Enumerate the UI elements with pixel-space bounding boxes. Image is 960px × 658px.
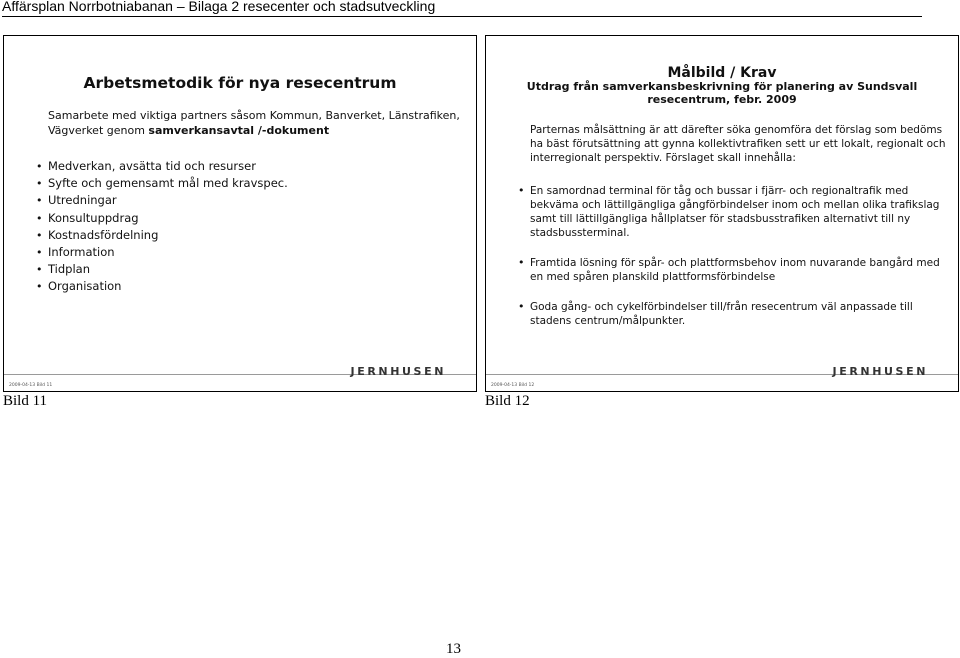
list-item: • Information	[36, 244, 115, 259]
slide-caption-11: Bild 11	[3, 393, 48, 409]
list-item: • Medverkan, avsätta tid och resurser	[36, 159, 256, 173]
bullet-icon: •	[36, 211, 43, 225]
slide-11	[3, 35, 477, 392]
document-header: Affärsplan Norrbotniabanan – Bilaga 2 resecenter och stadsutveckling	[2, 0, 922, 17]
bullet-icon: •	[36, 194, 43, 208]
slide-footer	[4, 356, 476, 391]
bullet-list	[518, 184, 950, 344]
list-item: • Framtida lösning för spår- och plattformsbehov inom nuvarande bangård med en med spåren planskild plattformsförbindelse	[518, 256, 940, 283]
bullet-icon: •	[518, 184, 525, 197]
slide-intro: Parternas målsättning är att därefter söka genomföra det förslag som bedöms ha bäst förutsättning att gynna kollektivtrafiken sett ur ett lokalt, regionalt och interregionalt perspektiv. Förslaget skall innehålla:	[530, 124, 946, 164]
bullet-icon: •	[36, 177, 43, 191]
bullet-icon: •	[36, 280, 43, 294]
jernhusen-logo: JERNHUSEN	[832, 365, 928, 378]
list-item: • Syfte och gemensamt mål med kravspec.	[36, 176, 288, 191]
bullet-icon: •	[518, 256, 525, 269]
slide-intro	[48, 108, 468, 138]
footer-meta: 2009-04-13 Bild 12	[491, 383, 535, 388]
list-item: • Konsultuppdrag	[36, 210, 139, 225]
bullet-icon: •	[518, 300, 525, 313]
list-item: • Organisation	[36, 279, 122, 294]
bullet-icon: •	[36, 245, 43, 259]
footer-meta: 2009-04-13 Bild 11	[9, 383, 53, 388]
slide-title: Målbild / Krav	[667, 65, 777, 81]
list-item: • Goda gång- och cykelförbindelser till/från resecentrum väl anpassade till stadens centrum/målpunkter.	[518, 300, 913, 327]
slide-subtitle: Utdrag från samverkansbeskrivning för planering av Sundsvall resecentrum, febr. 2009	[526, 80, 918, 106]
intro-text: Samarbete med viktiga partners såsom Kommun, Banverket, Länstrafiken, Vägverket genom	[48, 109, 460, 137]
list-item: • Tidplan	[36, 262, 90, 277]
jernhusen-logo: JERNHUSEN	[350, 365, 446, 378]
slide-caption-12: Bild 12	[485, 393, 530, 409]
list-item: • Kostnadsfördelning	[36, 227, 159, 242]
bullet-icon: •	[36, 160, 43, 173]
bullet-icon: •	[36, 228, 43, 242]
bullet-icon: •	[36, 263, 43, 277]
slide-footer	[486, 356, 958, 391]
list-item: • Utredningar	[36, 193, 117, 208]
page-number: 13	[446, 641, 461, 657]
slide-12	[485, 35, 959, 392]
slide-title: Arbetsmetodik för nya resecentrum	[83, 74, 397, 92]
intro-bold-text: samverkansavtal /-dokument	[148, 124, 330, 137]
bullet-list	[36, 159, 288, 297]
list-item: • En samordnad terminal för tåg och bussar i fjärr- och regionaltrafik med bekväma och lättillgängliga gångförbindelser inom och mellan olika trafikslag samt till lättillgängliga hållplatser för stadsbusstrafiken alternativt till ny stadsbussterminal.	[518, 184, 940, 239]
